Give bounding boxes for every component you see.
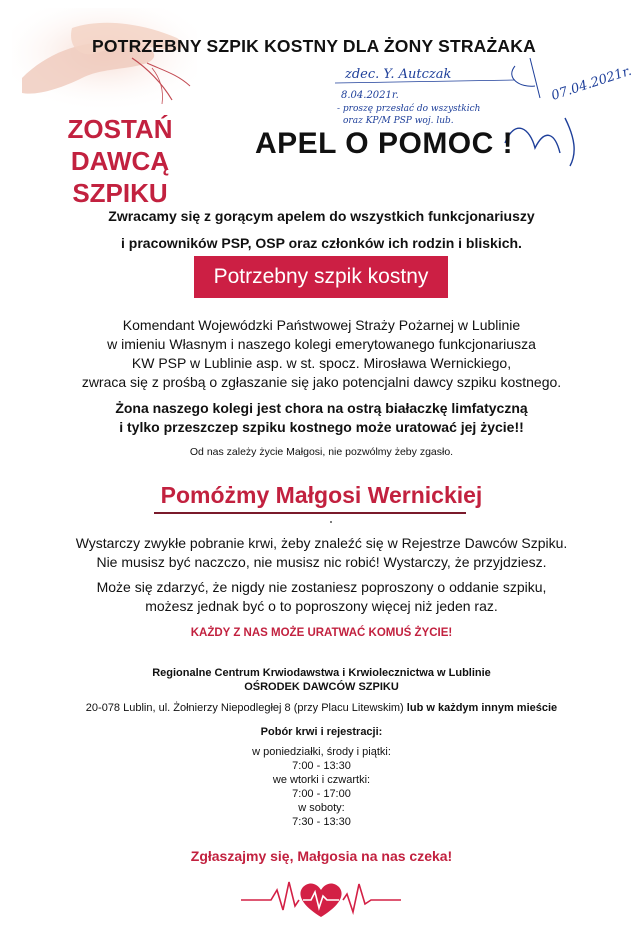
commander-line: Komendant Wojewódzki Państwowej Straży Pożarnej w Lublinie [122,317,521,333]
schedule-line: 7:00 - 17:00 [292,788,351,800]
everyone-can-save: KAŻDY Z NAS MOŻE URATWAĆ KOMUŚ ŻYCIE! [190,627,453,639]
center-unit: OŚRODEK DAWCÓW SZPIKU [244,681,399,693]
illness-line: i tylko przeszczep szpiku kostnego może uratować jej życie!! [119,419,524,435]
center-name: Regionalne Centrum Krwiodawstwa i Krwiolecznictwa w Lublinie [152,667,491,679]
logo-line-2: DAWCĄ SZPIKU [70,146,170,208]
enough-line: Wystarczy zwykłe pobranie krwi, żeby znaleźć się w Rejestrze Dawców Szpiku. [75,535,568,551]
address-text: 20-078 Lublin, ul. Żołnierzy Niepodległej 8 (przy Placu Litewskim) [85,702,404,714]
collection-schedule [0,745,643,829]
illness-text [0,399,643,437]
handwritten-line-4: oraz KP/M PSP woj. lub. [343,116,454,126]
handwritten-line-1: zdec. Y. Autczak [345,67,452,82]
blood-center [0,666,643,694]
hands-icon [12,8,197,108]
address-suffix: lub w każdym innym mieście [403,702,558,714]
maybe-line: Może się zdarzyć, że nigdy nie zostaniesz poproszony o oddanie szpiku, [96,579,547,595]
header-title: POTRZEBNY SZPIK KOSTNY DLA ŻONY STRAŻAKA [92,36,536,56]
maybe-line: możesz jednak być o to poproszony więcej niż jeden raz. [145,598,498,614]
handwritten-line-5: 07.04.2021r. [549,63,634,104]
illness-line: Żona naszego kolegi jest chora na ostrą białaczkę limfatyczną [115,400,528,416]
commander-line: KW PSP w Lublinie asp. w st. spocz. Mirosława Wernickiego, [131,355,512,371]
schedule-line: we wtorki i czwartki: [272,774,371,786]
center-address [0,702,643,714]
schedule-line: w soboty: [298,802,345,814]
collection-title: Pobór krwi i rejestracji: [260,726,383,738]
dot-mark [330,521,332,523]
donor-logo-text [20,113,220,209]
schedule-line: w poniedziałki, środy i piątki: [252,746,391,758]
enough-line: Nie musisz być naczczo, nie musisz nic robić! Wystarczy, że przyjdziesz. [96,554,547,570]
final-call: Zgłaszajmy się, Małgosia na nas czeka! [190,848,453,864]
help-title: Pomóżmy Małgosi Wernickiej [160,482,483,508]
heart-heartbeat-icon [241,872,401,922]
logo-line-1: ZOSTAŃ [67,114,173,144]
appeal-line-1: Zwracamy się z gorącym apelem do wszystkich funkcjonariuszy [108,208,535,224]
help-title-underline [154,512,466,514]
schedule-line: 7:30 - 13:30 [292,816,351,828]
appeal-line-2: i pracowników PSP, OSP oraz członków ich rodzin i bliskich. [121,235,522,251]
small-note: Od nas zależy życie Małgosi, nie pozwólmy żeby zgasło. [189,446,454,458]
bone-marrow-banner: Potrzebny szpik kostny [194,256,448,298]
handwritten-line-2: 8.04.2021r. [341,90,399,101]
maybe-text [0,578,643,616]
commander-line: zwraca się z prośbą o zgłaszanie się jako potencjalni dawcy szpiku kostnego. [81,374,562,390]
schedule-line: 7:00 - 13:30 [292,760,351,772]
handwritten-line-3: - proszę przesłać do wszystkich [337,104,481,114]
headline: APEL O POMOC ! [255,127,514,160]
enough-text [0,534,643,572]
commander-text [0,316,643,392]
commander-line: w imieniu Własnym i naszego kolegi emerytowanego funkcjonariusza [107,336,536,352]
